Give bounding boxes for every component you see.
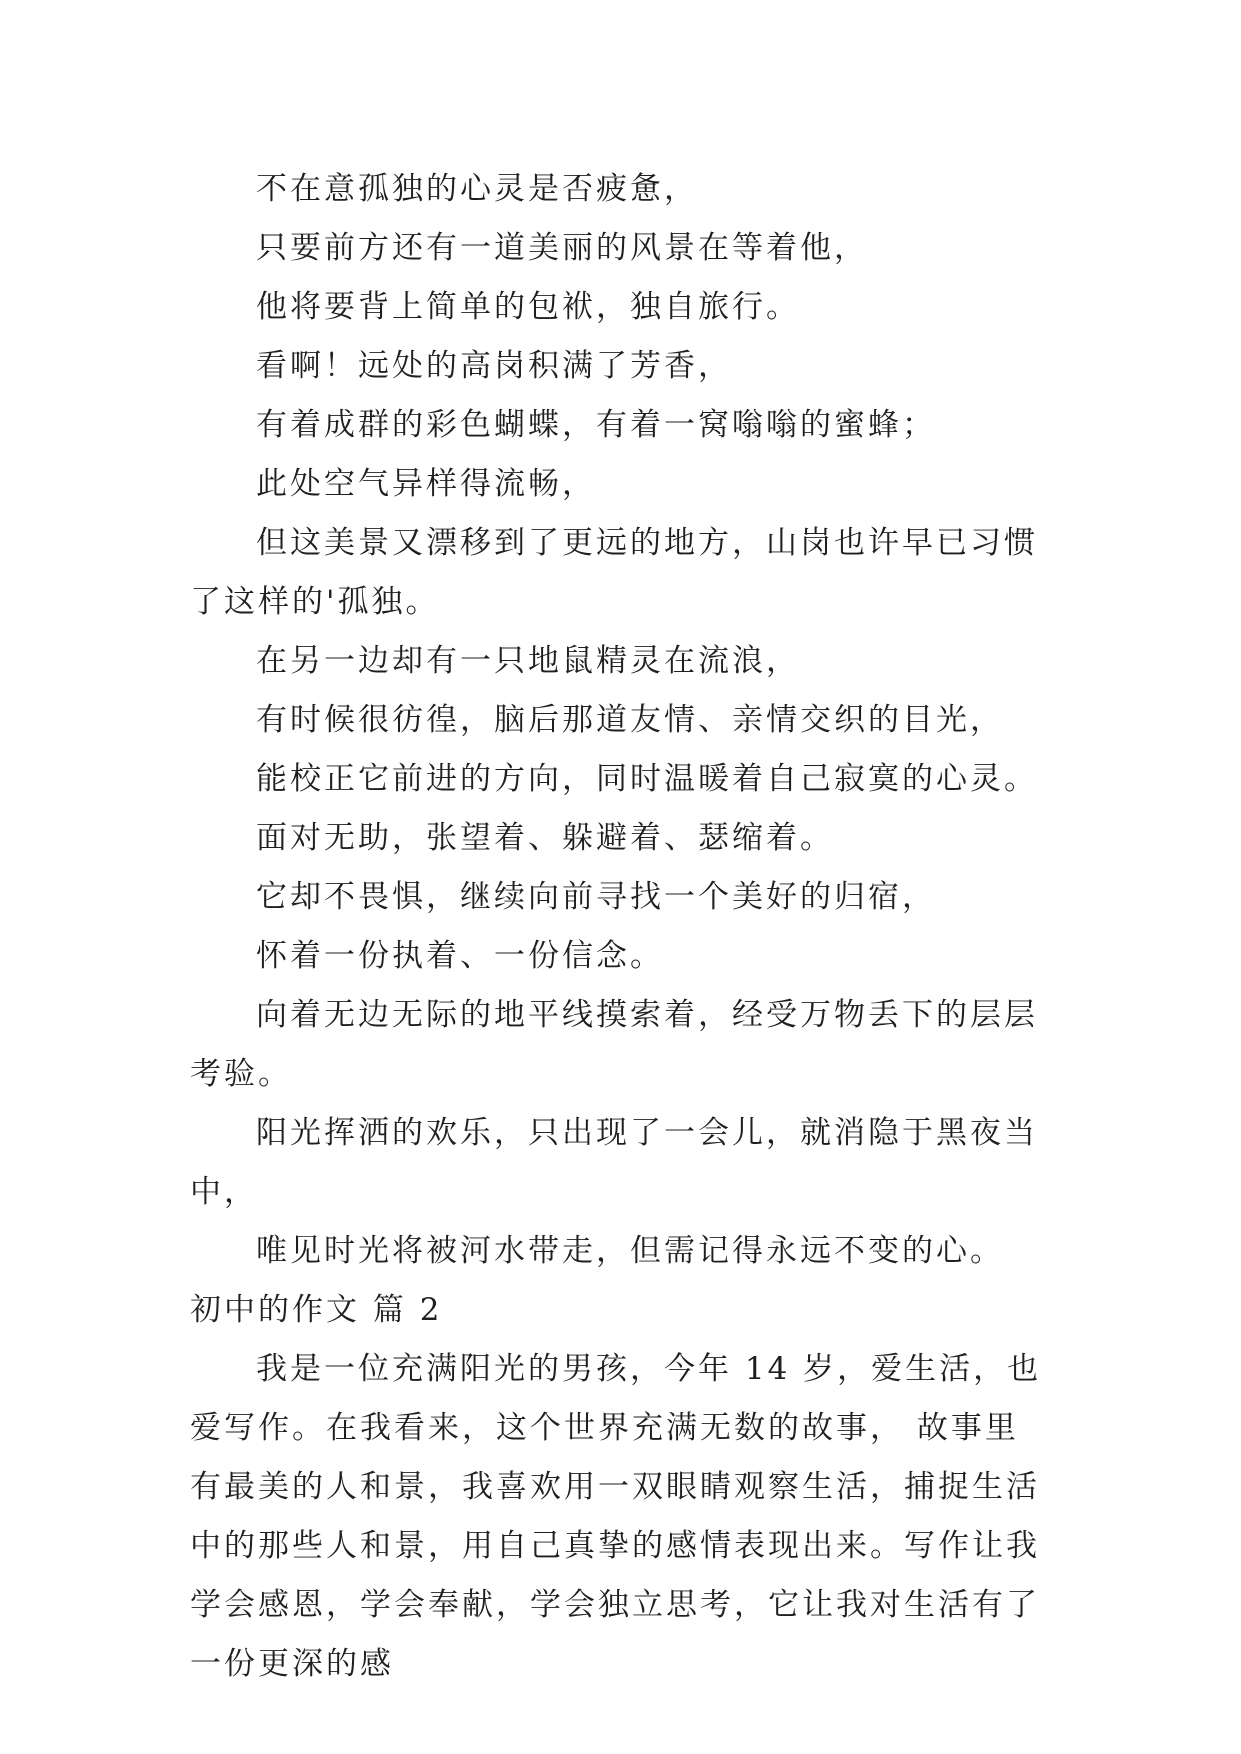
paragraph: 但这美景又漂移到了更远的地方，山岗也许早已习惯了这样的'孤独。 (190, 525, 1038, 620)
paragraph: 怀着一份执着、一份信念。 (256, 938, 664, 974)
document-body (190, 160, 1050, 1694)
paragraph: 唯见时光将被河水带走，但需记得永远不变的心。 (256, 1233, 1004, 1269)
paragraph: 它却不畏惧，继续向前寻找一个美好的归宿， (256, 879, 936, 915)
paragraph: 有时候很彷徨，脑后那道友情、亲情交织的目光， (256, 702, 1004, 738)
paragraph: 此处空气异样得流畅， (256, 466, 596, 502)
paragraph: 面对无助，张望着、躲避着、瑟缩着。 (256, 820, 834, 856)
paragraph: 看啊！远处的高岗积满了芳香， (256, 348, 732, 384)
paragraph: 能校正它前进的方向，同时温暖着自己寂寞的心灵。 (256, 761, 1038, 797)
paragraph: 阳光挥洒的欢乐，只出现了一会儿，就消隐于黑夜当中， (190, 1115, 1038, 1210)
paragraph: 在另一边却有一只地鼠精灵在流浪， (256, 643, 800, 679)
section-heading: 初中的作文 篇 2 (190, 1292, 443, 1328)
paragraph: 有着成群的彩色蝴蝶，有着一窝嗡嗡的蜜蜂； (256, 407, 936, 443)
paragraph: 向着无边无际的地平线摸索着，经受万物丢下的层层考验。 (190, 997, 1038, 1092)
paragraph: 不在意孤独的心灵是否疲惫， (256, 171, 698, 207)
paragraph: 只要前方还有一道美丽的风景在等着他， (256, 230, 868, 266)
paragraph: 我是一位充满阳光的男孩，今年 14 岁，爱生活，也爱写作。在我看来，这个世界充满无数的故事， 故事里有最美的人和景，我喜欢用一双眼睛观察生活，捕捉生活中的那些人和景，用自己真挚的感情表现出来。写作让我学会感恩，学会奉献，学会独立思考，它让我对生活有了一份更深的感 (190, 1351, 1042, 1682)
paragraph: 他将要背上简单的包袱，独自旅行。 (256, 289, 800, 325)
